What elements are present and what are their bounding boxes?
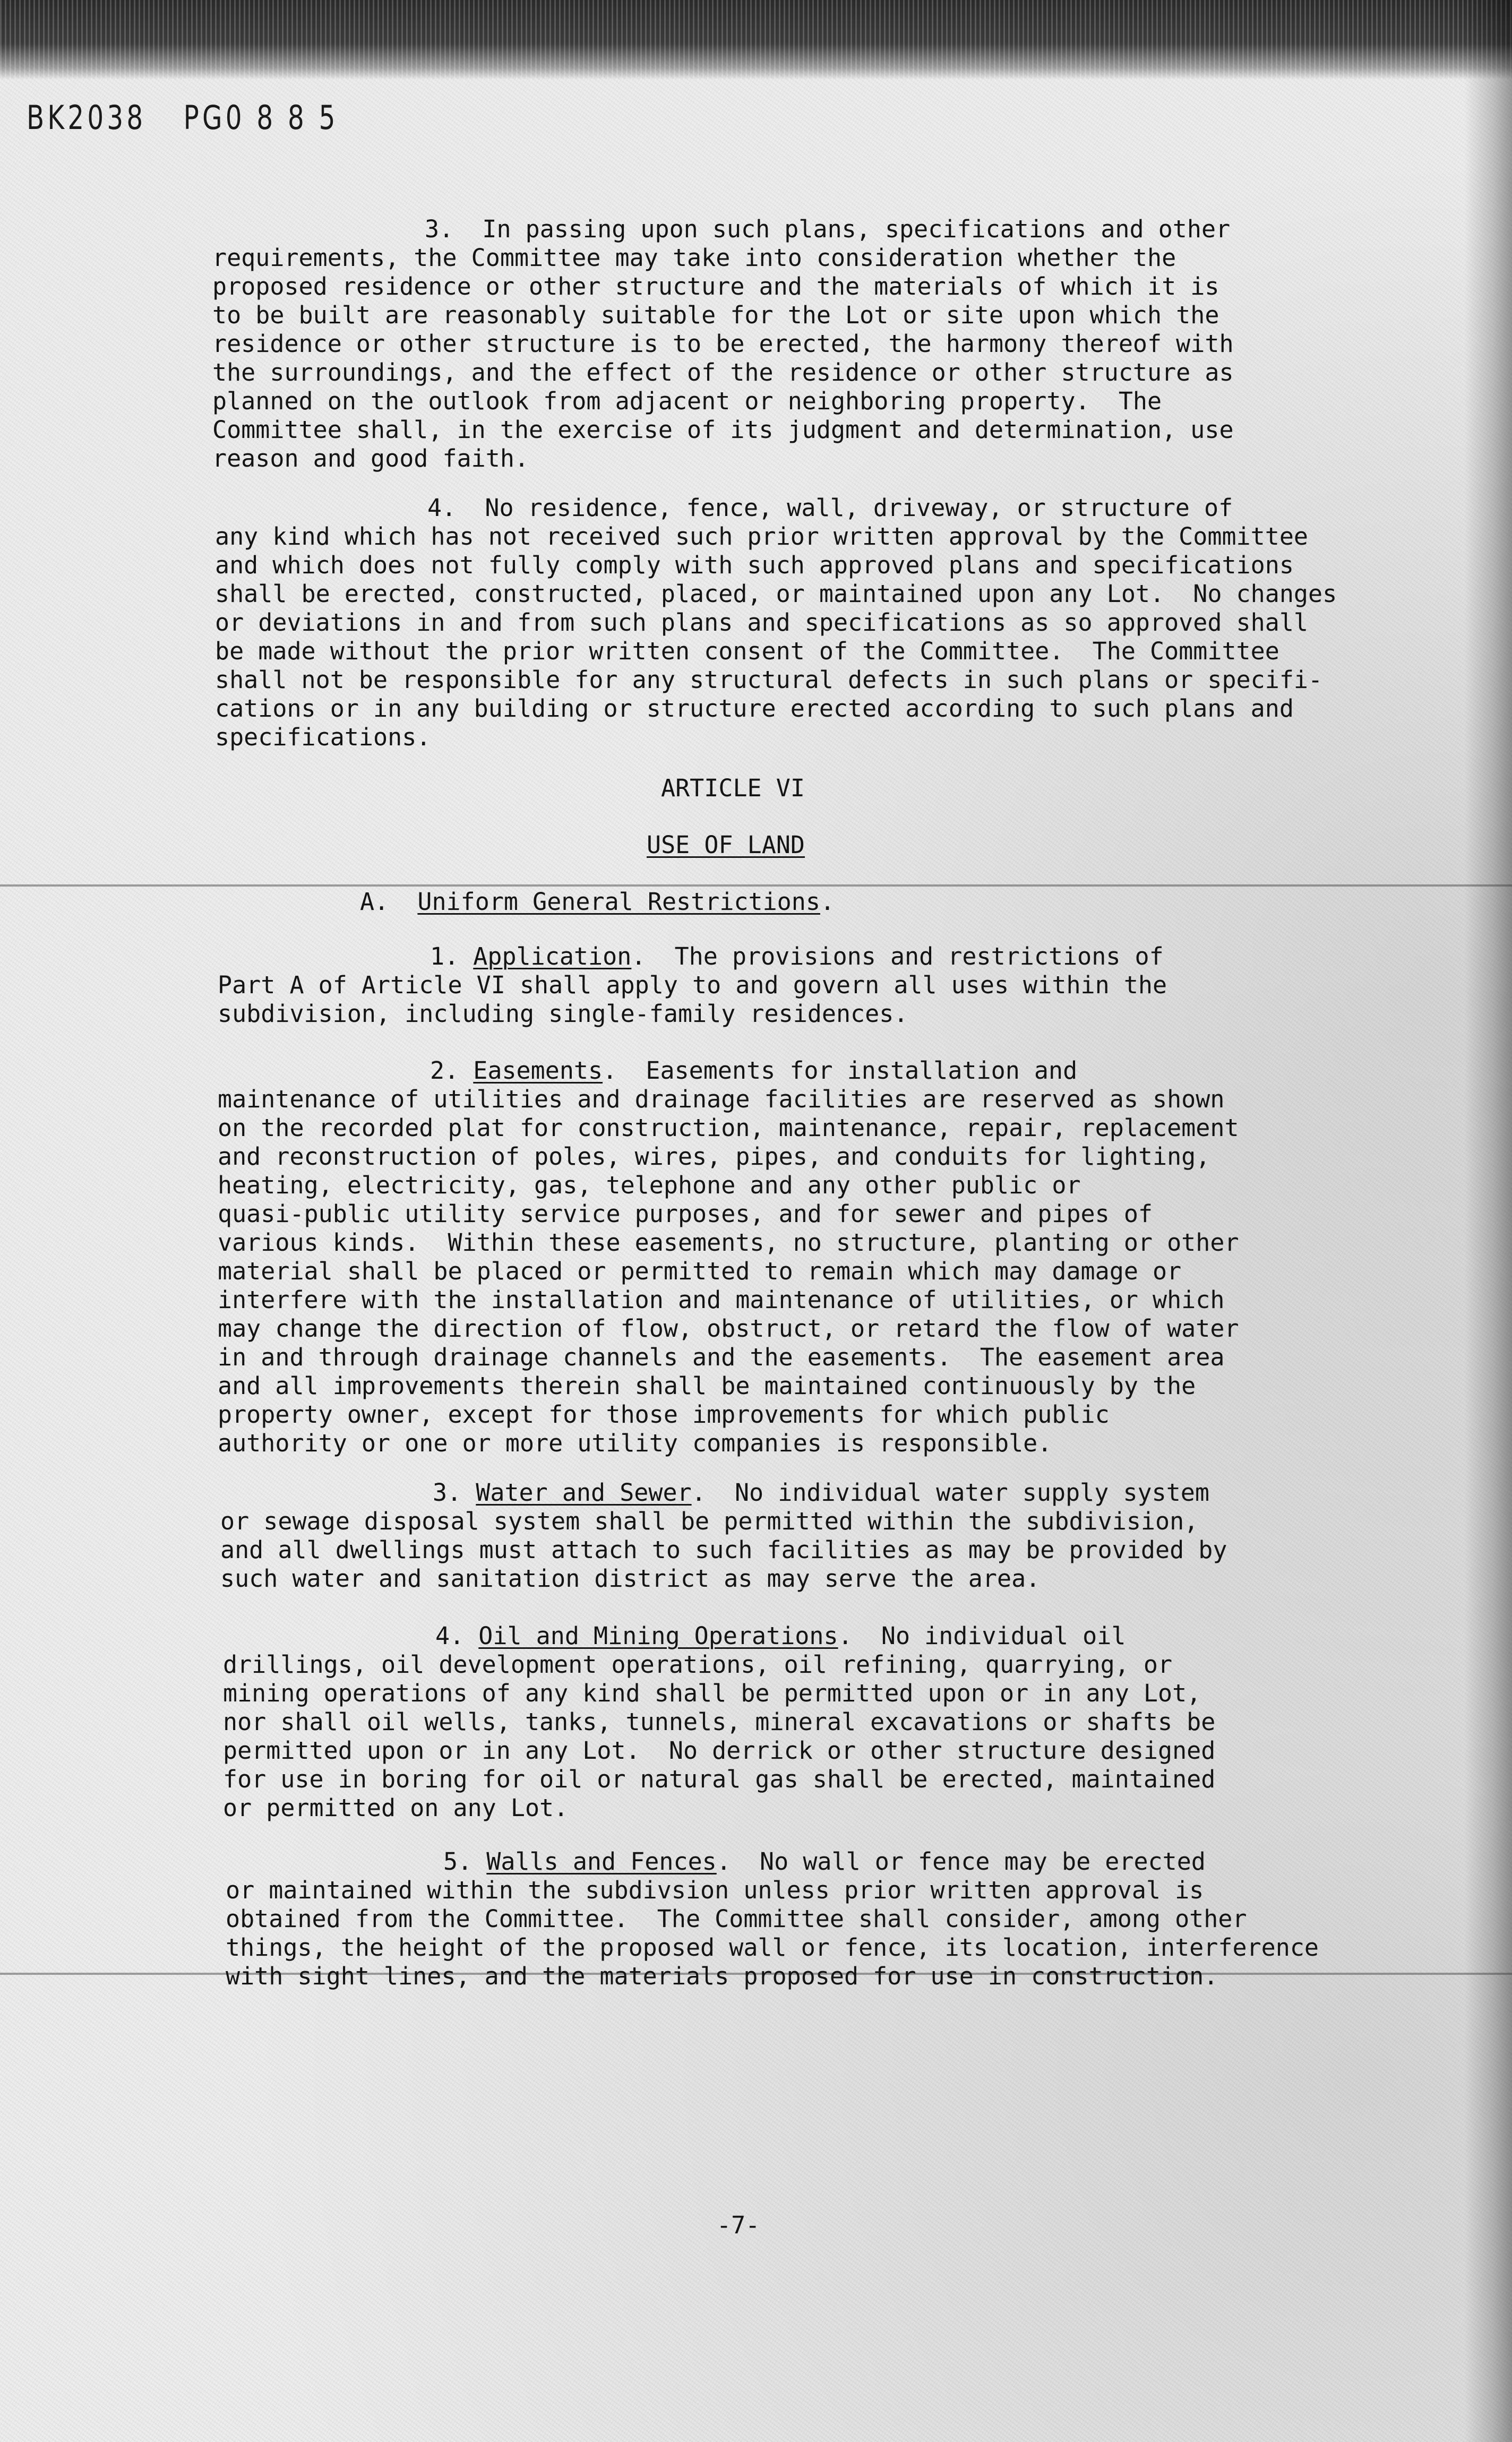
paragraph-title: Oil and Mining Operations [478,1622,838,1650]
paragraph-number: 2. [430,1056,459,1085]
text-line: on the recorded plat for construction, maintenance, repair, replacement [218,1114,1239,1142]
paragraph-title: Water and Sewer [476,1478,692,1507]
paragraph-first-line [220,1478,1227,1507]
text-line: the surroundings, and the effect of the residence or other structure as [212,358,1234,386]
text-line: permitted upon or in any Lot. No derrick or other structure designed [223,1736,1216,1765]
book-number: BK2038 [27,98,147,137]
paragraph-plans-consideration [212,215,1234,473]
text-line: reason and good faith. [212,444,529,472]
paragraph-first-line [223,1622,1215,1650]
text-line: residence or other structure is to be erected, the harmony thereof with [212,330,1234,358]
scan-right-shadow [1464,0,1512,2442]
paragraph-easements [218,1056,1239,1458]
text-line: shall be erected, constructed, placed, or maintained upon any Lot. No changes [215,580,1337,608]
text-line: material shall be placed or permitted to remain which may damage or [218,1257,1182,1285]
paragraph-number: 1. [430,942,459,970]
text-line: be made without the prior written consent of the Committee. The Committee [215,637,1279,665]
text-line: mining operations of any kind shall be permitted upon or in any Lot, [223,1679,1201,1707]
text-line: in and through drainage channels and the easements. The easement area [218,1343,1225,1371]
paragraph-title: Easements [473,1056,603,1085]
paragraph-number: 4. [435,1622,465,1650]
text-line: for use in boring for oil or natural gas shall be erected, maintained [223,1765,1216,1793]
page-number-stamp: PG0 8 8 5 [183,98,339,137]
text-line: 3. In passing upon such plans, specifications and other [425,215,1231,243]
text-line: and all dwellings must attach to such facilities as may be provided by [220,1536,1227,1564]
paragraph-water-sewer [220,1478,1227,1593]
text-line: heating, electricity, gas, telephone and any other public or [218,1171,1081,1199]
section-a-heading [360,888,835,916]
article-subtitle: USE OF LAND [647,831,805,859]
text-line: or permitted on any Lot. [223,1794,569,1822]
text-line: cations or in any building or structure erected according to such plans and [215,694,1294,723]
text-line: planned on the outlook from adjacent or neighboring property. The [212,387,1162,415]
paragraph-prior-approval [215,494,1337,752]
text-line: Part A of Article VI shall apply to and govern all uses within the [218,971,1167,999]
text-line: things, the height of the proposed wall or fence, its location, interference [226,1933,1319,1962]
text-line: obtained from the Committee. The Committee shall consider, among other [226,1905,1247,1933]
section-a-title: Uniform General Restrictions [417,888,820,916]
paragraph-first-line [226,1847,1319,1876]
text-line: 4. No residence, fence, wall, driveway, or structure of [427,494,1233,522]
paragraph-first-line [218,1056,1239,1085]
section-a-label: A. [360,888,389,916]
text-line: nor shall oil wells, tanks, tunnels, mineral excavations or shafts be [223,1708,1216,1736]
text-line: or maintained within the subdivsion unless prior written approval is [226,1876,1204,1904]
text-line: or deviations in and from such plans and specifications as so approved shall [215,608,1309,637]
text-line: drillings, oil development operations, oil refining, quarrying, or [223,1650,1173,1679]
text-line: property owner, except for those improvements for which public [218,1400,1110,1429]
scan-top-shadow [0,0,1512,80]
text-line: various kinds. Within these easements, no structure, planting or other [218,1228,1239,1257]
text-line: any kind which has not received such prior written approval by the Committee [215,522,1309,551]
text-line: Committee shall, in the exercise of its judgment and determination, use [212,416,1234,444]
text-line: such water and sanitation district as may serve the area. [220,1564,1041,1593]
text-line: . No wall or fence may be erected [716,1847,1206,1876]
text-line: and which does not fully comply with such approved plans and specifications [215,551,1294,579]
paragraph-first-line [218,942,1167,971]
text-line: or sewage disposal system shall be permitted within the subdivision, [220,1507,1199,1535]
article-title: ARTICLE VI [661,774,805,802]
text-line: . No individual oil [838,1622,1126,1650]
text-line: with sight lines, and the materials proposed for use in construction. [226,1962,1218,1990]
text-line: authority or one or more utility companies is responsible. [218,1429,1052,1457]
scan-fold-line [0,884,1512,887]
book-page-reference [27,98,376,137]
text-line: interfere with the installation and maintenance of utilities, or which [218,1286,1225,1314]
text-line: to be built are reasonably suitable for the Lot or site upon which the [212,301,1219,329]
paragraph-walls-fences [226,1847,1319,1991]
paragraph-title: Walls and Fences [486,1847,717,1876]
text-line: specifications. [215,723,431,751]
text-line: requirements, the Committee may take into consideration whether the [212,244,1176,272]
page-footer-number: -7- [717,2211,760,2239]
paragraph-number: 3. [433,1478,462,1507]
text-line: proposed residence or other structure and the materials of which it is [212,272,1219,300]
text-line: . The provisions and restrictions of [631,942,1164,970]
text-line: may change the direction of flow, obstruct, or retard the flow of water [218,1314,1239,1343]
paragraph-oil-mining [223,1622,1215,1822]
text-line: . Easements for installation and [603,1056,1078,1085]
paragraph-number: 5. [443,1847,472,1876]
text-line: maintenance of utilities and drainage facilities are reserved as shown [218,1085,1225,1113]
text-line: and all improvements therein shall be maintained continuously by the [218,1372,1196,1400]
text-line: quasi-public utility service purposes, and for sewer and pipes of [218,1200,1153,1228]
paragraph-title: Application [473,942,632,970]
text-line: shall not be responsible for any structural defects in such plans or specifi- [215,666,1323,694]
paragraph-application [218,942,1167,1028]
section-a-period: . [820,888,835,916]
text-line: subdivision, including single-family residences. [218,1000,908,1028]
text-line: . No individual water supply system [691,1478,1209,1507]
text-line: and reconstruction of poles, wires, pipes, and conduits for lighting, [218,1142,1210,1171]
